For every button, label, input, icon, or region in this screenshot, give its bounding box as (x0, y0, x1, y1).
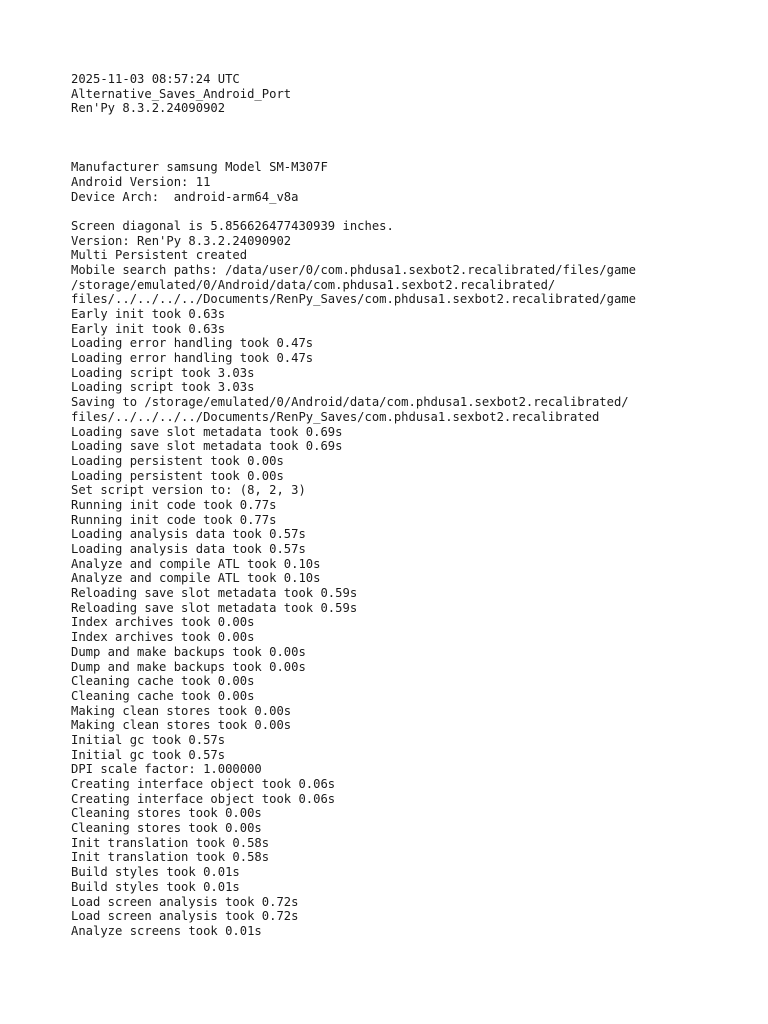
log-line: Loading script took 3.03s (71, 365, 255, 380)
log-line: Loading analysis data took 0.57s (71, 527, 306, 542)
blank-line (71, 116, 758, 131)
log-line: Initial gc took 0.57s (71, 732, 226, 747)
log-app-name: Alternative_Saves_Android_Port (71, 86, 292, 101)
log-line: Build styles took 0.01s (71, 865, 240, 880)
log-line: Running init code took 0.77s (71, 497, 277, 512)
log-line: Making clean stores took 0.00s (71, 718, 292, 733)
log-line: Cleaning cache took 0.00s (71, 674, 255, 689)
log-line: Initial gc took 0.57s (71, 747, 226, 762)
log-line: Init translation took 0.58s (71, 835, 270, 850)
log-line: DPI scale factor: 1.000000 (71, 762, 262, 777)
log-line: Loading persistent took 0.00s (71, 453, 284, 468)
log-line: Loading save slot metadata took 0.69s (71, 424, 343, 439)
log-line: Cleaning stores took 0.00s (71, 821, 262, 836)
log-timestamp: 2025-11-03 08:57:24 UTC (71, 72, 240, 86)
log-line: Dump and make backups took 0.00s (71, 659, 306, 674)
log-line: Creating interface object took 0.06s (71, 777, 336, 791)
log-line: files/../../../../Documents/RenPy_Saves/com.phdusa1.sexbot2.recalibrated (71, 409, 600, 424)
log-line: Index archives took 0.00s (71, 615, 255, 630)
log-device-model: Manufacturer samsung Model SM-M307F (71, 160, 328, 175)
log-lines (71, 219, 758, 939)
log-line: files/../../../../Documents/RenPy_Saves/com.phdusa1.sexbot2.recalibrated/game (71, 292, 636, 307)
log-line: Dump and make backups took 0.00s (71, 644, 306, 659)
log-line: Reloading save slot metadata took 0.59s (71, 600, 358, 615)
log-line: Loading save slot metadata took 0.69s (71, 439, 343, 454)
blank-line (71, 145, 758, 160)
log-line: /storage/emulated/0/Android/data/com.phdusa1.sexbot2.recalibrated/ (71, 277, 556, 292)
log-line: Running init code took 0.77s (71, 512, 277, 527)
log-android-version: Android Version: 11 (71, 174, 211, 189)
blank-line (71, 131, 758, 146)
log-line: Loading error handling took 0.47s (71, 351, 314, 366)
log-line: Loading script took 3.03s (71, 380, 255, 395)
log-line: Making clean stores took 0.00s (71, 703, 292, 718)
log-line: Early init took 0.63s (71, 307, 226, 321)
blank-line (71, 204, 758, 219)
log-line: Set script version to: (8, 2, 3) (71, 483, 306, 498)
log-line: Loading persistent took 0.00s (71, 468, 284, 483)
log-document (71, 72, 758, 939)
log-line: Loading analysis data took 0.57s (71, 542, 306, 556)
log-line: Analyze and compile ATL took 0.10s (71, 571, 321, 586)
log-line: Reloading save slot metadata took 0.59s (71, 586, 358, 601)
log-line: Version: Ren'Py 8.3.2.24090902 (71, 233, 292, 248)
log-line: Init translation took 0.58s (71, 850, 270, 865)
log-line: Loading error handling took 0.47s (71, 336, 314, 351)
log-line: Build styles took 0.01s (71, 879, 240, 894)
log-line: Creating interface object took 0.06s (71, 791, 336, 806)
log-line: Multi Persistent created (71, 248, 248, 263)
log-line: Index archives took 0.00s (71, 630, 255, 645)
log-device-arch: Device Arch: android-arm64_v8a (71, 189, 299, 204)
log-line: Load screen analysis took 0.72s (71, 894, 299, 909)
log-line: Analyze screens took 0.01s (71, 923, 262, 938)
log-line: Early init took 0.63s (71, 321, 226, 336)
log-line: Cleaning stores took 0.00s (71, 806, 262, 821)
log-line: Saving to /storage/emulated/0/Android/data/com.phdusa1.sexbot2.recalibrated/ (71, 395, 629, 410)
log-line: Screen diagonal is 5.856626477430939 inches. (71, 218, 394, 233)
log-line: Cleaning cache took 0.00s (71, 688, 255, 703)
log-engine-version: Ren'Py 8.3.2.24090902 (71, 101, 226, 116)
log-line: Analyze and compile ATL took 0.10s (71, 556, 321, 571)
log-line: Load screen analysis took 0.72s (71, 909, 299, 924)
log-line: Mobile search paths: /data/user/0/com.phdusa1.sexbot2.recalibrated/files/game (71, 262, 636, 277)
